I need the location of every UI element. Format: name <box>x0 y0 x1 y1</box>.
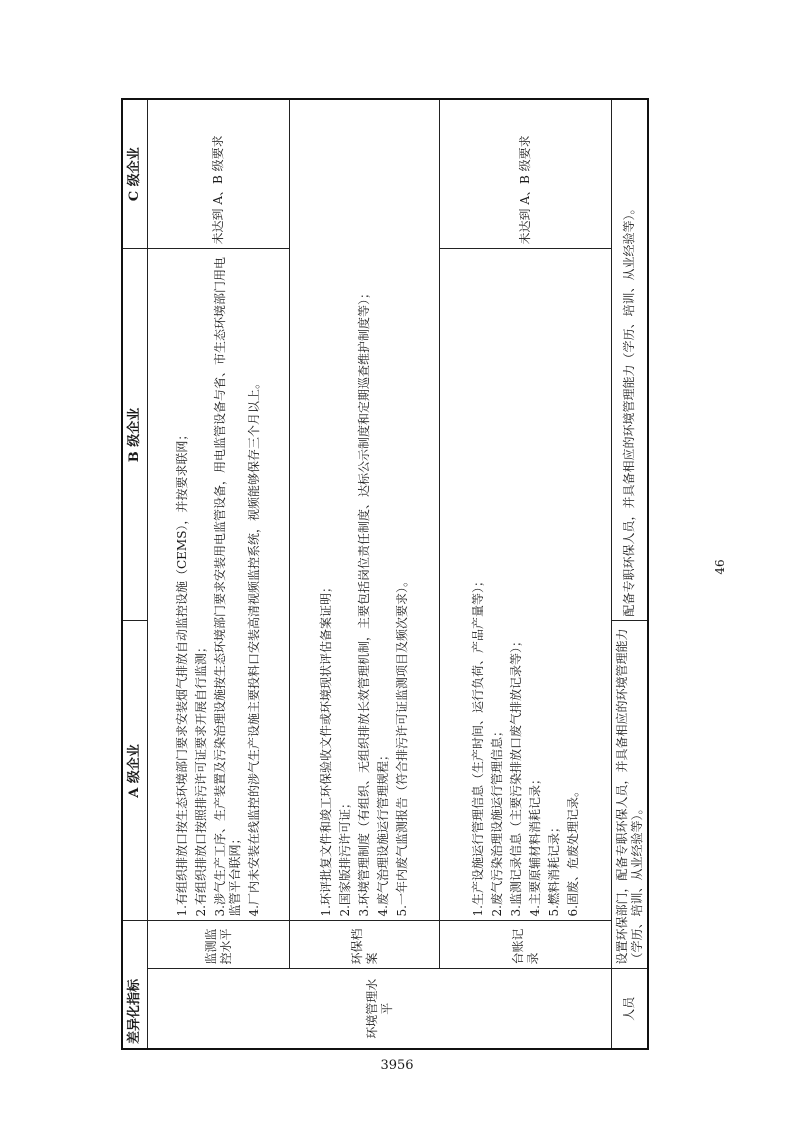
list-item: 3.环境管理制度（有组织、无组织排放长效管理机制，主要包括岗位责任制度、达标公示制度和定期巡查维护制度等）； <box>357 287 372 917</box>
table-row <box>290 99 440 1049</box>
header-indicator: 差异化指标 <box>122 921 148 1049</box>
row-label-archive: 环保档案 <box>290 921 440 969</box>
list-item: 1.生产设施运行管理信息（生产时间、运行负荷、产品产量等）； <box>470 575 485 917</box>
row-label-monitor: 监测监控水平 <box>148 921 290 969</box>
header-grade-a: A 级企业 <box>122 621 148 921</box>
archive-a-cell <box>290 99 440 921</box>
list-item: 3.监测记录信息（主要污染排放口废气排放记录等）； <box>508 635 523 917</box>
row-label-personnel: 人员 <box>612 969 648 1049</box>
list-item: 2.国家版排污许可证； <box>338 797 353 917</box>
list-item: 6.固废、危废处理记录。 <box>565 785 580 917</box>
differentiation-indicator-table <box>121 98 649 1050</box>
page-number-bottom: 3956 <box>380 1058 414 1073</box>
list-item: 3.涉气生产工序、生产装置及污染治理设施按生态环境部门要求安装用电监管设备，用电监管设备与省、市生态环境部门用电监管平台联网； <box>213 257 243 917</box>
personnel-b-cell: 配备专职环保人员，并具备相应的环境管理能力（学历、培训、从业经验等）。 <box>612 99 648 621</box>
ledger-c-cell: 未达到 A、B 级要求 <box>440 99 612 249</box>
personnel-a-cell: 设置环保部门，配备专职环保人员，并具备相应的环境管理能力（学历、培训、从业经验等）。 <box>612 621 648 969</box>
list-item: 4.主要原辅材料消耗记录； <box>527 773 542 917</box>
header-grade-c: C 级企业 <box>122 99 148 249</box>
page-number-side: 46 <box>713 559 727 575</box>
category-env-management: 环境管理水平 <box>148 969 612 1049</box>
monitor-a-cell <box>148 249 290 921</box>
table-row <box>440 99 612 1049</box>
list-item: 2.有组织排放口按照排污许可证要求开展自行监测； <box>194 641 209 917</box>
rotated-table-container <box>121 100 649 1050</box>
table-row <box>612 99 648 1049</box>
list-item: 2.废气污染治理设施运行管理信息； <box>489 725 504 917</box>
table-header-row <box>122 99 148 1049</box>
list-item: 4.废气治理设施运行管理规程； <box>376 749 391 917</box>
list-item: 5.一年内废气监测报告（符合排污许可证监测项目及频次要求）。 <box>395 575 410 917</box>
table-row <box>148 99 290 1049</box>
ledger-a-cell <box>440 249 612 921</box>
header-grade-b: B 级企业 <box>122 249 148 621</box>
list-item: 4.厂内未安装在线监控的涉气生产设施主要投料口安装高清视频监控系统，视频能够保存三个月以上。 <box>247 377 262 917</box>
list-item: 1.环评批复文件和竣工环保验收文件或环境现状评估备案证明； <box>319 581 334 917</box>
list-item: 1.有组织排放口按生态环境部门要求安装烟气排放自动监控设施（CEMS），并按要求联网； <box>175 428 190 917</box>
monitor-c-cell: 未达到 A、B 级要求 <box>148 99 290 249</box>
row-label-ledger: 台账记录 <box>440 921 612 969</box>
list-item: 5.燃料消耗记录； <box>546 821 561 917</box>
